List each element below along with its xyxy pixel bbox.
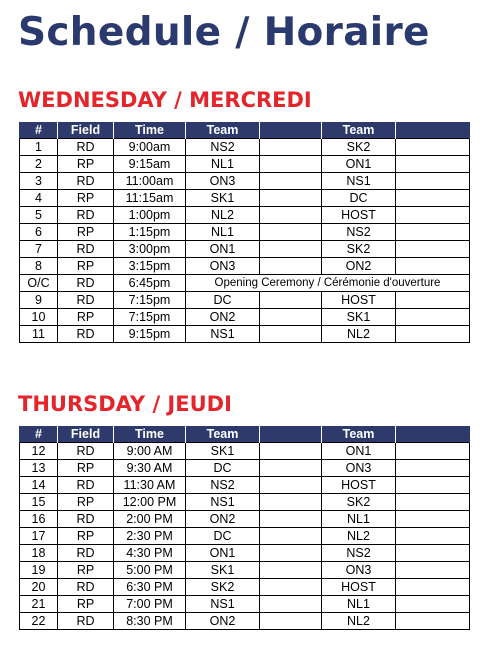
time-cell: 7:15pm (114, 309, 186, 326)
score-a-cell (260, 596, 322, 613)
score-a-cell (260, 326, 322, 343)
field-cell: RP (58, 562, 114, 579)
time-cell: 11:30 AM (114, 477, 186, 494)
field-cell: RP (58, 258, 114, 275)
column-header (396, 122, 470, 139)
table-row (20, 207, 470, 224)
table-row (20, 139, 470, 156)
team-b-cell: HOST (322, 477, 396, 494)
score-a-cell (260, 562, 322, 579)
score-a-cell (260, 139, 322, 156)
page-title: Schedule / Horaire (18, 10, 430, 55)
table-row (20, 477, 470, 494)
score-b-cell (396, 139, 470, 156)
field-cell: RD (58, 326, 114, 343)
game-number-cell: 14 (20, 477, 58, 494)
time-cell: 1:00pm (114, 207, 186, 224)
field-cell: RD (58, 173, 114, 190)
table-row (20, 326, 470, 343)
team-a-cell: NL1 (186, 156, 260, 173)
team-a-cell: DC (186, 528, 260, 545)
table-row (20, 156, 470, 173)
table-row (20, 545, 470, 562)
time-cell: 7:00 PM (114, 596, 186, 613)
score-a-cell (260, 241, 322, 258)
table-row (20, 241, 470, 258)
team-a-cell: NL1 (186, 224, 260, 241)
wednesday-schedule-table (19, 122, 470, 343)
thursday-schedule-table (19, 426, 470, 630)
score-a-cell (260, 511, 322, 528)
score-b-cell (396, 207, 470, 224)
time-cell: 6:45pm (114, 275, 186, 292)
score-b-cell (396, 156, 470, 173)
team-a-cell: SK1 (186, 443, 260, 460)
team-b-cell: HOST (322, 292, 396, 309)
column-header: Field (58, 122, 114, 139)
game-number-cell: 22 (20, 613, 58, 630)
table-row (20, 528, 470, 545)
score-a-cell (260, 156, 322, 173)
time-cell: 4:30 PM (114, 545, 186, 562)
field-cell: RP (58, 190, 114, 207)
team-a-cell: ON3 (186, 258, 260, 275)
score-a-cell (260, 207, 322, 224)
time-cell: 3:00pm (114, 241, 186, 258)
score-b-cell (396, 528, 470, 545)
team-a-cell: NS1 (186, 494, 260, 511)
score-b-cell (396, 596, 470, 613)
score-a-cell (260, 309, 322, 326)
game-number-cell: 15 (20, 494, 58, 511)
team-b-cell: NS1 (322, 173, 396, 190)
field-cell: RP (58, 156, 114, 173)
time-cell: 2:30 PM (114, 528, 186, 545)
team-a-cell: DC (186, 460, 260, 477)
game-number-cell: 5 (20, 207, 58, 224)
table-row (20, 275, 470, 292)
score-a-cell (260, 528, 322, 545)
score-a-cell (260, 494, 322, 511)
game-number-cell: 17 (20, 528, 58, 545)
team-b-cell: SK2 (322, 139, 396, 156)
team-b-cell: ON2 (322, 258, 396, 275)
team-a-cell: SK1 (186, 562, 260, 579)
thursday-section-title: THURSDAY / JEUDI (18, 392, 232, 416)
column-header: # (20, 426, 58, 443)
game-number-cell: 20 (20, 579, 58, 596)
team-a-cell: NS2 (186, 139, 260, 156)
team-a-cell: NL2 (186, 207, 260, 224)
game-number-cell: O/C (20, 275, 58, 292)
score-a-cell (260, 613, 322, 630)
field-cell: RD (58, 613, 114, 630)
time-cell: 12:00 PM (114, 494, 186, 511)
team-b-cell: HOST (322, 207, 396, 224)
score-b-cell (396, 443, 470, 460)
column-header: Team (322, 426, 396, 443)
column-header: Time (114, 122, 186, 139)
time-cell: 11:00am (114, 173, 186, 190)
field-cell: RD (58, 545, 114, 562)
column-header (260, 122, 322, 139)
team-a-cell: ON1 (186, 545, 260, 562)
team-a-cell: ON3 (186, 173, 260, 190)
time-cell: 7:15pm (114, 292, 186, 309)
score-a-cell (260, 190, 322, 207)
table-row (20, 494, 470, 511)
team-b-cell: NL2 (322, 326, 396, 343)
score-a-cell (260, 443, 322, 460)
team-b-cell: ON1 (322, 156, 396, 173)
table-row (20, 258, 470, 275)
game-number-cell: 2 (20, 156, 58, 173)
column-header (396, 426, 470, 443)
score-a-cell (260, 460, 322, 477)
score-b-cell (396, 511, 470, 528)
table-row (20, 173, 470, 190)
score-b-cell (396, 241, 470, 258)
wednesday-section-title: WEDNESDAY / MERCREDI (18, 88, 312, 112)
score-b-cell (396, 326, 470, 343)
score-a-cell (260, 224, 322, 241)
time-cell: 9:00am (114, 139, 186, 156)
column-header (260, 426, 322, 443)
team-b-cell: ON3 (322, 562, 396, 579)
field-cell: RD (58, 241, 114, 258)
table-row (20, 309, 470, 326)
field-cell: RD (58, 275, 114, 292)
team-b-cell: SK1 (322, 309, 396, 326)
team-b-cell: NS2 (322, 545, 396, 562)
score-b-cell (396, 562, 470, 579)
time-cell: 5:00 PM (114, 562, 186, 579)
time-cell: 6:30 PM (114, 579, 186, 596)
column-header: Field (58, 426, 114, 443)
time-cell: 9:15pm (114, 326, 186, 343)
time-cell: 9:00 AM (114, 443, 186, 460)
game-number-cell: 9 (20, 292, 58, 309)
game-number-cell: 4 (20, 190, 58, 207)
team-b-cell: NL1 (322, 511, 396, 528)
team-b-cell: NS2 (322, 224, 396, 241)
team-a-cell: ON1 (186, 241, 260, 258)
game-number-cell: 11 (20, 326, 58, 343)
team-a-cell: ON2 (186, 511, 260, 528)
team-b-cell: NL2 (322, 528, 396, 545)
team-a-cell: NS1 (186, 326, 260, 343)
game-number-cell: 16 (20, 511, 58, 528)
time-cell: 9:30 AM (114, 460, 186, 477)
field-cell: RD (58, 477, 114, 494)
score-b-cell (396, 613, 470, 630)
game-number-cell: 1 (20, 139, 58, 156)
field-cell: RP (58, 596, 114, 613)
time-cell: 3:15pm (114, 258, 186, 275)
column-header: Team (322, 122, 396, 139)
event-note-cell: Opening Ceremony / Cérémonie d'ouverture (186, 275, 470, 292)
field-cell: RD (58, 292, 114, 309)
game-number-cell: 8 (20, 258, 58, 275)
score-a-cell (260, 579, 322, 596)
team-a-cell: DC (186, 292, 260, 309)
score-a-cell (260, 545, 322, 562)
team-b-cell: SK2 (322, 494, 396, 511)
game-number-cell: 6 (20, 224, 58, 241)
team-b-cell: NL2 (322, 613, 396, 630)
table-row (20, 562, 470, 579)
score-b-cell (396, 460, 470, 477)
team-a-cell: ON2 (186, 613, 260, 630)
column-header: Team (186, 122, 260, 139)
score-b-cell (396, 477, 470, 494)
score-b-cell (396, 258, 470, 275)
field-cell: RP (58, 224, 114, 241)
score-b-cell (396, 545, 470, 562)
game-number-cell: 7 (20, 241, 58, 258)
team-a-cell: NS1 (186, 596, 260, 613)
score-b-cell (396, 292, 470, 309)
column-header: Team (186, 426, 260, 443)
game-number-cell: 19 (20, 562, 58, 579)
table-row (20, 613, 470, 630)
game-number-cell: 10 (20, 309, 58, 326)
time-cell: 8:30 PM (114, 613, 186, 630)
team-a-cell: NS2 (186, 477, 260, 494)
time-cell: 2:00 PM (114, 511, 186, 528)
field-cell: RD (58, 139, 114, 156)
field-cell: RP (58, 494, 114, 511)
field-cell: RP (58, 528, 114, 545)
team-a-cell: SK1 (186, 190, 260, 207)
field-cell: RP (58, 309, 114, 326)
score-a-cell (260, 292, 322, 309)
column-header: # (20, 122, 58, 139)
table-header-row (20, 426, 470, 443)
table-row (20, 224, 470, 241)
table-row (20, 579, 470, 596)
game-number-cell: 12 (20, 443, 58, 460)
field-cell: RD (58, 511, 114, 528)
score-b-cell (396, 579, 470, 596)
score-b-cell (396, 224, 470, 241)
game-number-cell: 13 (20, 460, 58, 477)
score-a-cell (260, 258, 322, 275)
score-b-cell (396, 190, 470, 207)
field-cell: RD (58, 579, 114, 596)
time-cell: 1:15pm (114, 224, 186, 241)
team-a-cell: ON2 (186, 309, 260, 326)
team-b-cell: ON1 (322, 443, 396, 460)
game-number-cell: 18 (20, 545, 58, 562)
score-a-cell (260, 173, 322, 190)
game-number-cell: 3 (20, 173, 58, 190)
team-b-cell: HOST (322, 579, 396, 596)
team-b-cell: SK2 (322, 241, 396, 258)
field-cell: RD (58, 207, 114, 224)
table-row (20, 190, 470, 207)
time-cell: 9:15am (114, 156, 186, 173)
table-row (20, 292, 470, 309)
score-b-cell (396, 309, 470, 326)
table-row (20, 596, 470, 613)
time-cell: 11:15am (114, 190, 186, 207)
score-b-cell (396, 494, 470, 511)
score-a-cell (260, 477, 322, 494)
field-cell: RP (58, 460, 114, 477)
table-row (20, 460, 470, 477)
game-number-cell: 21 (20, 596, 58, 613)
team-b-cell: DC (322, 190, 396, 207)
field-cell: RD (58, 443, 114, 460)
team-a-cell: SK2 (186, 579, 260, 596)
table-row (20, 511, 470, 528)
score-b-cell (396, 173, 470, 190)
table-header-row (20, 122, 470, 139)
team-b-cell: NL1 (322, 596, 396, 613)
table-row (20, 443, 470, 460)
team-b-cell: ON3 (322, 460, 396, 477)
column-header: Time (114, 426, 186, 443)
